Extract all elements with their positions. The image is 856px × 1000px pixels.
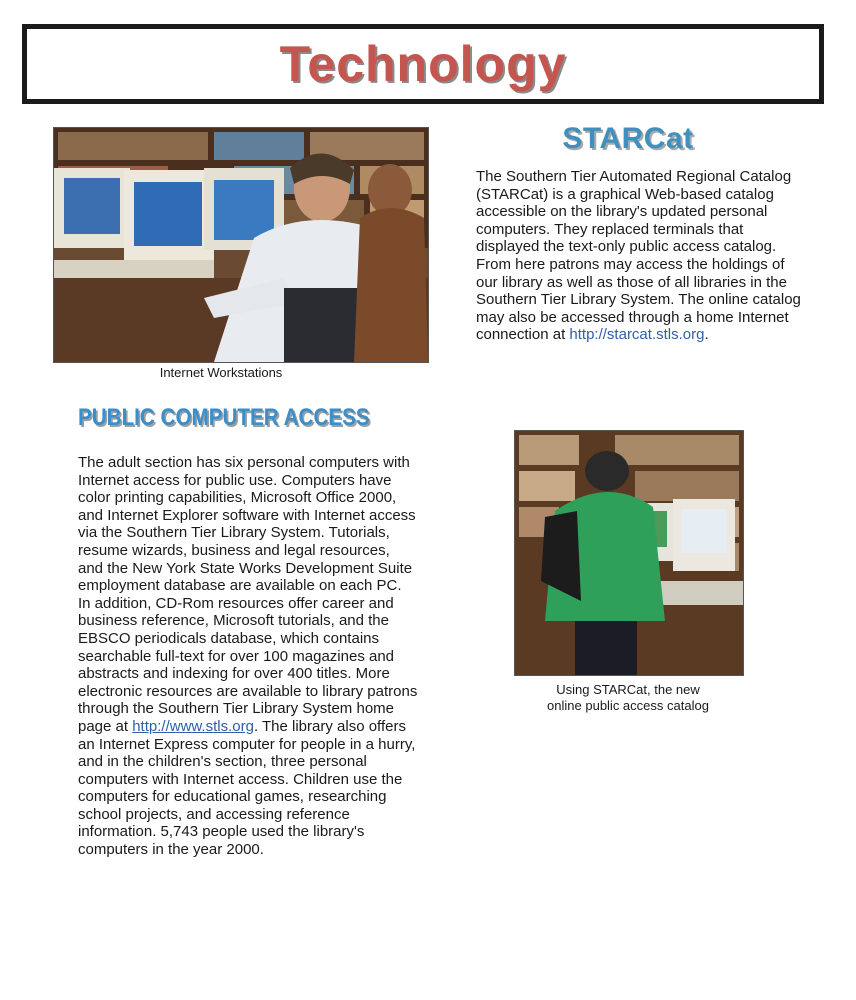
starcat-link[interactable]: http://starcat.stls.org	[569, 326, 705, 344]
stls-link[interactable]: http://www.stls.org	[132, 717, 254, 735]
starcat-caption-line-1: Using STARCat, the new	[556, 682, 700, 697]
starcat-heading: STARCat	[562, 122, 694, 155]
starcat-body-end: .	[704, 326, 709, 344]
public-access-body-text: The adult section has six personal computers with Internet access for public use. Computers have color printing capabilities, Microsoft Office 2000, and Internet Explorer software with Internet access via the Southern Tier Library System. Tutorials, resume wizards, business and legal resources, and the New York State Works Development Suite employment database are available on each PC. In addition, CD-Rom resources offer career and business reference, Microsoft tutorials, and the EBSCO periodicals database, which contains searchable full-text for over 100 magazines and abstracts and indexing for over 400 titles. More electronic resources are available to library patrons through the Southern Tier Library System home page at	[78, 454, 418, 735]
starcat-photo	[514, 430, 744, 676]
starcat-caption-line-2: online public access catalog	[547, 698, 709, 713]
public-access-paragraph	[78, 454, 418, 859]
public-access-body-end: . The library also offers an Internet Express computer for people in a hurry, and in the children's section, three personal computers with Internet access. Children use the computers for educational games, researching school projects, and accessing reference information. 5,743 people used the library's computers in the year 2000.	[78, 717, 416, 859]
page-title: Technology	[279, 36, 567, 92]
starcat-body-text: The Southern Tier Automated Regional Catalog (STARCat) is a graphical Web-based catalog accessible on the library's updated personal computers. They replaced terminals that displayed the text-only public access catalog. From here patrons may access the holdings of our library as well as those of all libraries in the Southern Tier Library System. The online catalog may also be accessed through a home Internet connection at	[476, 168, 801, 344]
starcat-paragraph	[476, 168, 808, 344]
public-access-heading: PUBLIC COMPUTER ACCESS	[78, 404, 370, 431]
title-box	[22, 24, 824, 104]
workstations-caption: Internet Workstations	[159, 365, 283, 380]
workstations-photo	[53, 127, 429, 363]
